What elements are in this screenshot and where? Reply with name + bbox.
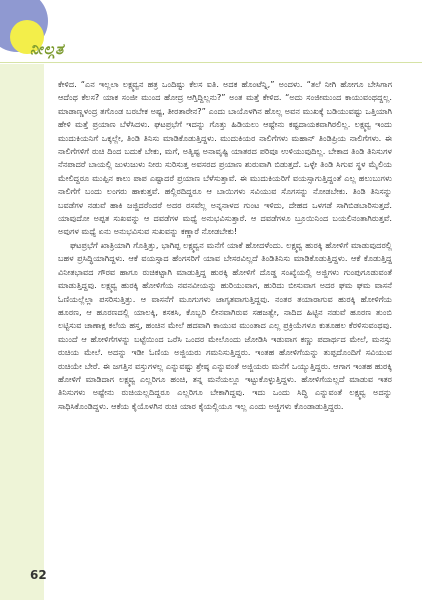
running-header: ನೀಲ್ಗತ — [30, 40, 65, 58]
page-number: 62 — [30, 568, 47, 582]
body-text — [58, 78, 392, 413]
header-divider — [0, 62, 422, 63]
paragraph: ಘಟಪ್ರಭೆಗೆ ಖಾತ್ರಿಯಾಗಿ ಗೊತ್ತಿತ್ತು, ಭಾಗಿಪ್ಪ ಲಕ್ಷ್ಮವ್ವನ ಮನೆಗೆ ಯಾಕೆ ಹೋದಳೆಂದು. ಲಕ್ಷ್ಮವ್ವ ಹುರಕ್ಕಿ ಹೋಳಿಗೆ ಮಾಡುವುದರಲ್ಲಿ ಬಹಳ ಪ್ರಸಿದ್ಧಿಯಾಗಿದ್ದಳು. ಆಕೆ ವಯಸ್ಸಾದ ಹೆಂಗಸರಿಗೆ ಯಾವ ಬೇಸರವಿಲ್ಲದೆ ತಿಂಡಿತಿನಿಸು ಮಾಡಿಕೊಡುತ್ತಿದ್ದಳು. ಆಕೆ ಕೊಡುತ್ತಿದ್ದ ವಿನೀತಭಾವದ ಗೌರವ ಹಾಗೂ ರುಚಿಕಟ್ಟಾಗಿ ಮಾಡುತ್ತಿದ್ದ ಹುರಕ್ಕಿ ಹೋಳಿಗೆ ದೊಡ್ಡ ಸಂಖ್ಯೆಯಲ್ಲಿ ಅಜ್ಜಿಗಳು ಗುಂಪುಗೂಡುವಂತೆ ಮಾಡುತ್ತಿದ್ದವು. ಲಕ್ಷ್ಮವ್ವ ಹುರಕ್ಕಿ ಹೋಳಿಗೆಯ ನವನವೀಯನ್ನು ಹುರಿಯುವಾಗ, ಹುರಿದು ಬೀಸುವಾಗ ಅದರ ಘಮ ಘಮ ವಾಸನೆ ಓಣಿಯಲ್ಲೆಲ್ಲಾ ಪಸರಿಸುತ್ತಿತ್ತು. ಆ ವಾಸನೆಗೆ ಮೂಗುಗಳು ಜಾಗೃತವಾಗುತ್ತಿದ್ದವು. ನಂತರ ತಯಾರಾಗುವ ಹುರಕ್ಕಿ ಹೋಳಿಗೆಯ ಹೂರಣ, ಆ ಹೂರಣದಲ್ಲಿ ಯಾಲಕ್ಕಿ, ಕಸಕಸಿ, ಕೊಬ್ಬರಿ ಲೀನವಾಗಿರುವ ಸಹಜತ್ವೇ, ನಾದಿದ ಹಿಟ್ಟಿನ ನಡುವೆ ಹೂರಣ ತುಂಬಿ ಲಟ್ಟಿಸುವ ಚಾಣಾಕ್ಷ ಕಲೆಯ ಹಸ್ತ, ಹಂಚಿನ ಮೇಲೆ ಹದವಾಗಿ ಕಾಯುವ ಮುಂತಾದ ಎಲ್ಲ ಪ್ರಕ್ರಿಯೆಗಳೂ ಕುತೂಹಲ ಕೆರಳಿಸುವಂಥವು. ಮುಂದೆ ಆ ಹೋಳಿಗೆಗಳನ್ನು ಬಟ್ಟೆಯಿಂದ ಒರೆಸಿ ಒಂದರ ಮೇಲೊಂದು ಜೋಡಿಸಿ ಇಡುವಾಗ ಕಣ್ಣು ಪದಾರ್ಥದ ಮೇಲೆ, ಮನಸ್ಸು ರುಚಿಯ ಮೇಲೆ. ಅದನ್ನು ಇಡೀ ಓಣಿಯ ಅಜ್ಜಿಯರು ಗಮನಿಸುತ್ತಿದ್ದರು. ಇಂತಹ ಹೋಳಿಗೆಯನ್ನು ತುಪ್ಪದೊಂದಿಗೆ ಸವಿಯುವ ರುಚಿಯೇ ಬೇರೆ. ಈ ಜಗತ್ತಿನ ವಸ್ತುಗಳಲ್ಲ ಎನ್ನುವಷ್ಟು ಶ್ರೇಷ್ಠ ಎನ್ನುವಂತೆ ಅಜ್ಜಿಯರು ಮನೆಗೆ ಒಯ್ಯುತ್ತಿದ್ದರು. ಆಗಾಗ ಇಂತಹ ಹುರಕ್ಕಿ ಹೋಳಿಗೆ ಮಾಡಿದಾಗ ಲಕ್ಷ್ಮವ್ವ ಎಲ್ಲರಿಗೂ ಹಂಚಿ, ತನ್ನ ಮನೆಯಲ್ಲೂ ಇಟ್ಟುಕೊಳ್ಳುತ್ತಿದ್ದಳು. ಹೋಳಿಗೆಯಲ್ಲದೆ ಮಾಡುವ ಇತರ ತಿನಿಸುಗಳು ಅಷ್ಟೇನು ರುಚಿಯಲ್ಲದಿದ್ದರೂ ಎಲ್ಲರಿಗೂ ಬೇಕಾಗಿದ್ದವು. ಇದು ಒಂದು ಸಿದ್ಧಿ ಎನ್ನುವಂತೆ ಲಕ್ಷ್ಮವ್ವ ಅದನ್ನು ಸಾಧಿಸಿಕೊಂಡಿದ್ದಳು. ಆಕೆಯ ಕೈಯೊಳಗಿನ ರುಚಿ ಯಾರ ಕೈಯಲ್ಲಿಯೂ ಇಲ್ಲ ಎಂದು ಅಜ್ಜಿಗಳು ಕೊಂಡಾಡುತ್ತಿದ್ದರು. — [58, 239, 392, 411]
paragraph: ಕೇಳಿದ. “ಎನ ಇಲ್ಲಲಾ ಲಕ್ಷ್ಮವ್ವನ ಹತ್ರ ಒಂದಿಷ್ಟು ಕೆಲಸ ಐತಿ. ಅದಕ ಹೊಂಟೆನ್ನಿ,” ಅಂದಳು. “ತಲೆ ನೀಗಿ ಹೋಗೂ ಬೇಸಿಗಾಗ ಆದೆಂಥ ಕೆಲಸ? ಯಾಕ ಸಂಜೀ ಮುಂದ ಹೋದ್ರ ಆಗ್ತಿದ್ದಿಲ್ಲನು?” ಅಂತ ಮತ್ತೆ ಕೇಳಿದ. “ಅದು ಸಂಜೀಮುಂದ ಕಾಯುವಂಥದ್ದಲ್ಲ. ಮಾಡಾಣ್ಣಳಂದ್ರ ತಗೊಂಡ ಬರಬೇಕ ಅಷ್ಟ, ತೀರತಾರೇನ?” ಎಂದು ಬಾಯೊಳಗಿನ ಹೊಲ್ಲ ಅವನ ಮುಖಕ್ಕೆ ಬಡಿಯುವಷ್ಟು ಒತ್ತಿಯಾಗಿ ಹೇಳಿ ಮತ್ತೆ ಪ್ರಯಾಣ ಬೆಳೆಸಿದಳು. ಘಟಪ್ರಭೆಗೆ ಇದನ್ನು ಗೊತ್ತು ಹಿಡಿಯಲು ಆಷ್ಟೇನು ಕಷ್ಟದಾಯಕವಾಗಿರಲಿಲ್ಲ. ಲಕ್ಷ್ಮವ್ವ ಇಂದು ಮುದುಕಿಯನಿಗೆ ಒಕ್ಕಲ್ಲೇ, ತಿಂಡಿ ತಿನಿಸು ಮಾಡಿಕೊಡುತ್ತಿದ್ದಳು. ಮುದುಕಿಯರ ನಾಲಿಗೆಗಳು ಮಹಾನ್ ತಿಂಡಿಪ್ರಿಯ ನಾಲಿಗೆಗಳು. ಈ ನಾಲಿಗೆಗಳಿಗೆ ರುಚಿ ದಿಂದ ಬದುಕೆ ಬೇಕು, ಮಗೆ, ಅತ್ಯಿಷ್ಟ ಅನಾವೃಷ್ಟಿ ಯಾತರದ ಪರಿವೂ ಉಳಿಯುವುದಿಲ್ಲ. ಬೇಕಾದ ತಿಂಡಿ ತಿನಿಸುಗಳ ನೆನಪಾದರೆ ಬಾಯಲ್ಲಿ ಜುಳುಜುಳು ನೀರು ಸುರಿಸುತ್ತ ಅವಸರದ ಪ್ರಯಾಣ ಶುರುವಾಗಿ ಬಿಡುತ್ತದೆ. ಒಳ್ಳೇ ತಿಂಡಿ ಸಿಗುವ ಸ್ಥಳ ಮೈಲಿಯ ಮೇಲಿದ್ದರೂ ಮುಪ್ಪಿನ ಕಾಲು ಪಾಪ ಎಷ್ಟಾದರೆ ಪ್ರಯಾಣ ಬೆಳೆಸುತ್ತಾವೆ. ಈ ಮುದುಕಿಯರಿಗೆ ವಯಸ್ಸಾಗುತ್ತಿದ್ದಂತೆ ಎಲ್ಲ ಹಲುಬುಗಳು ನಾಲಿಗೆಗೆ ಬಂದು ಲಂಗರು ಹಾಕುತ್ತವೆ. ಹಲ್ಲಿರದಿದ್ದರೂ ಆ ಬಾಯಿಗಳು ಸವಿಯುವ ಸೊಗಸನ್ನು ನೋಡಬೇಕು. ತಿಂಡಿ ತಿನಿಸನ್ನು ಬವಡೆಗಳ ನಡುವೆ ಹಾಕಿ ಜಜ್ಜಿದರೆಂದರೆ ಅದರ ರಸವೆಲ್ಲ ಅನ್ನನಾಳದ ಗುಂಟ ಇಳಿದು, ದೇಹದ ಒಳಗಡೆ ಸಾಗಿಬಿಡಬಾರಿಸುತ್ತದೆ. ಯಾವುದೋ ಅಪ್ಪತ ಸುಖವನ್ನು ಆ ದವಡೆಗಳ ಮಧ್ಯೆ ಅನುಭವಿಸುತ್ತಾರೆ. ಆ ದವಡೆಗಳೂ ಬ್ರೂಯಿನಿಂದ ಬಯಲಿನಂತಾಗಿರುತ್ತವೆ. ಅವುಗಳ ಮಧ್ಯೆ ಏನು ಅನುಭವಿಸುವ ಸುಖವನ್ನು ಕಣ್ಣಾರೆ ನೋಡಬೇಕು! — [58, 79, 392, 237]
left-margin-band — [0, 64, 44, 600]
